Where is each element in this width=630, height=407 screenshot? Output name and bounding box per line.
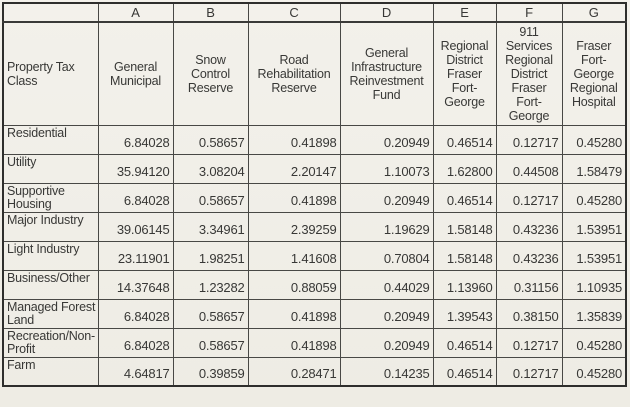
row-label-cell: Supportive Housing	[3, 183, 98, 212]
value-cell: 0.41898	[248, 328, 340, 357]
value-cell: 6.84028	[98, 183, 173, 212]
row-label-cell: Utility	[3, 154, 98, 183]
column-letter-cell: C	[248, 3, 340, 22]
value-cell: 0.46514	[433, 357, 496, 386]
row-label-cell: Recreation/Non-Profit	[3, 328, 98, 357]
value-cell: 0.46514	[433, 125, 496, 154]
value-cell: 0.31156	[496, 270, 562, 299]
value-cell: 0.20949	[340, 299, 433, 328]
value-cell: 0.41898	[248, 183, 340, 212]
value-cell: 1.10935	[562, 270, 626, 299]
value-cell: 1.62800	[433, 154, 496, 183]
column-header-cell: General Infrastructure Reinvestment Fund	[340, 22, 433, 125]
value-cell: 1.13960	[433, 270, 496, 299]
value-cell: 6.84028	[98, 328, 173, 357]
value-cell: 0.20949	[340, 183, 433, 212]
value-cell: 0.41898	[248, 125, 340, 154]
value-cell: 23.11901	[98, 241, 173, 270]
table-row	[3, 328, 626, 357]
column-header-cell: Regional District Fraser Fort-George	[433, 22, 496, 125]
row-label-cell: Managed Forest Land	[3, 299, 98, 328]
column-header-cell: 911 Services Regional District Fraser Fort-George	[496, 22, 562, 125]
value-cell: 0.44029	[340, 270, 433, 299]
corner-cell	[3, 3, 98, 22]
value-cell: 0.43236	[496, 241, 562, 270]
value-cell: 6.84028	[98, 299, 173, 328]
value-cell: 0.46514	[433, 183, 496, 212]
value-cell: 2.39259	[248, 212, 340, 241]
value-cell: 0.12717	[496, 183, 562, 212]
value-cell: 0.70804	[340, 241, 433, 270]
value-cell: 0.58657	[173, 328, 248, 357]
value-cell: 3.34961	[173, 212, 248, 241]
value-cell: 1.58148	[433, 212, 496, 241]
value-cell: 0.41898	[248, 299, 340, 328]
column-header-row	[3, 22, 626, 125]
value-cell: 4.64817	[98, 357, 173, 386]
property-tax-rates-table	[2, 2, 627, 387]
table-body	[3, 125, 626, 386]
table-row	[3, 183, 626, 212]
value-cell: 1.53951	[562, 212, 626, 241]
value-cell: 0.88059	[248, 270, 340, 299]
value-cell: 3.08204	[173, 154, 248, 183]
value-cell: 0.20949	[340, 125, 433, 154]
table-row	[3, 357, 626, 386]
value-cell: 0.12717	[496, 328, 562, 357]
value-cell: 14.37648	[98, 270, 173, 299]
value-cell: 1.19629	[340, 212, 433, 241]
value-cell: 39.06145	[98, 212, 173, 241]
value-cell: 0.14235	[340, 357, 433, 386]
row-header-title: Property Tax Class	[3, 22, 98, 125]
value-cell: 0.38150	[496, 299, 562, 328]
column-header-cell: Fraser Fort-George Regional Hospital	[562, 22, 626, 125]
column-letter-cell: G	[562, 3, 626, 22]
table-row	[3, 270, 626, 299]
value-cell: 0.43236	[496, 212, 562, 241]
value-cell: 0.58657	[173, 299, 248, 328]
value-cell: 2.20147	[248, 154, 340, 183]
value-cell: 35.94120	[98, 154, 173, 183]
table-row	[3, 125, 626, 154]
value-cell: 0.45280	[562, 183, 626, 212]
value-cell: 0.39859	[173, 357, 248, 386]
column-letter-cell: D	[340, 3, 433, 22]
value-cell: 1.23282	[173, 270, 248, 299]
row-label-cell: Farm	[3, 357, 98, 386]
value-cell: 0.46514	[433, 328, 496, 357]
row-label-cell: Light Industry	[3, 241, 98, 270]
value-cell: 1.35839	[562, 299, 626, 328]
column-header-cell: Snow Control Reserve	[173, 22, 248, 125]
column-header-cell: General Municipal	[98, 22, 173, 125]
value-cell: 6.84028	[98, 125, 173, 154]
table-row	[3, 154, 626, 183]
column-header-cell: Road Rehabilitation Reserve	[248, 22, 340, 125]
value-cell: 0.28471	[248, 357, 340, 386]
table-row	[3, 241, 626, 270]
value-cell: 0.45280	[562, 328, 626, 357]
value-cell: 0.58657	[173, 183, 248, 212]
value-cell: 0.45280	[562, 357, 626, 386]
value-cell: 0.20949	[340, 328, 433, 357]
value-cell: 0.12717	[496, 125, 562, 154]
value-cell: 1.39543	[433, 299, 496, 328]
value-cell: 1.53951	[562, 241, 626, 270]
row-label-cell: Residential	[3, 125, 98, 154]
value-cell: 1.98251	[173, 241, 248, 270]
value-cell: 0.12717	[496, 357, 562, 386]
row-label-cell: Business/Other	[3, 270, 98, 299]
table-row	[3, 299, 626, 328]
value-cell: 1.58479	[562, 154, 626, 183]
column-letter-cell: E	[433, 3, 496, 22]
row-label-cell: Major Industry	[3, 212, 98, 241]
table-row	[3, 212, 626, 241]
value-cell: 1.41608	[248, 241, 340, 270]
value-cell: 0.58657	[173, 125, 248, 154]
column-letter-cell: B	[173, 3, 248, 22]
column-letter-cell: F	[496, 3, 562, 22]
value-cell: 1.58148	[433, 241, 496, 270]
column-letter-cell: A	[98, 3, 173, 22]
column-letter-row	[3, 3, 626, 22]
value-cell: 0.45280	[562, 125, 626, 154]
value-cell: 0.44508	[496, 154, 562, 183]
value-cell: 1.10073	[340, 154, 433, 183]
